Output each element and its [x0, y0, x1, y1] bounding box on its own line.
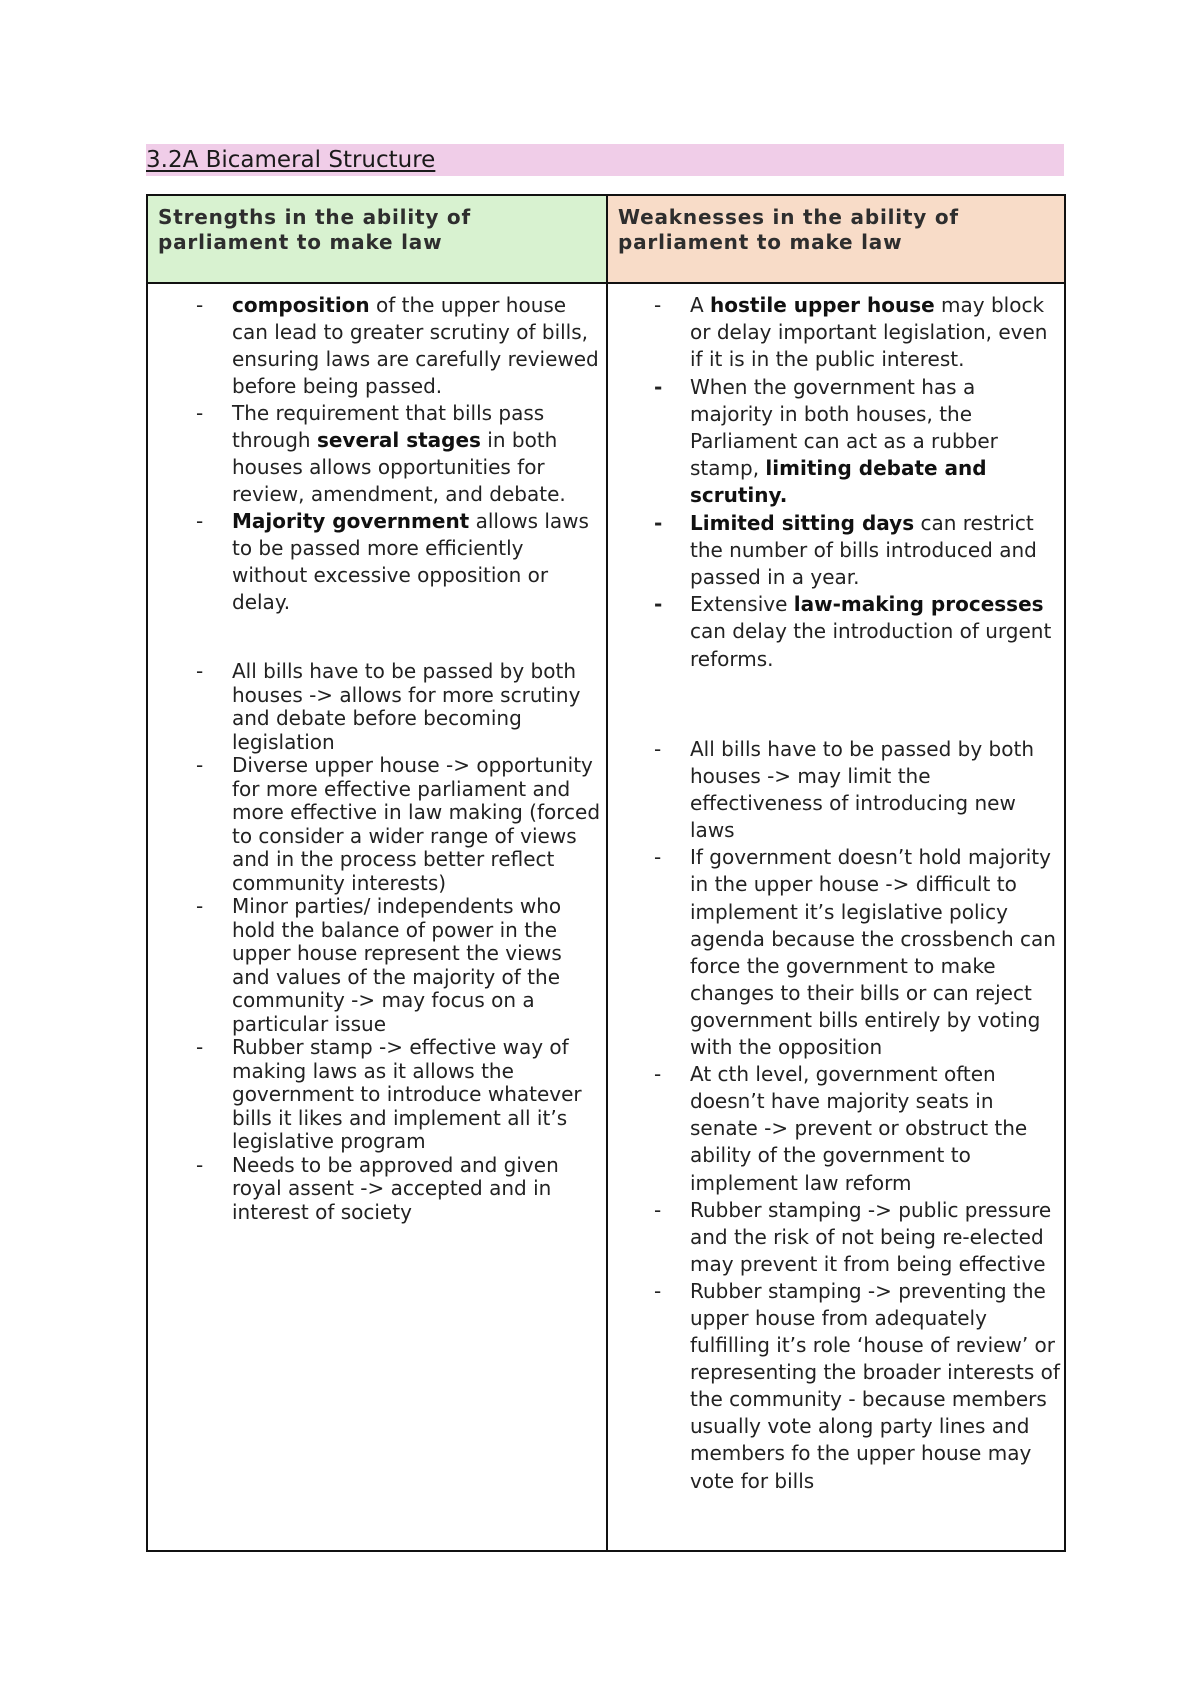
list-item: - When the government has a majority in both houses, the Parliament can act as a rubber stamp, limiting debate and scrutiny. [654, 374, 998, 508]
weaknesses-header-cell [608, 196, 1064, 282]
list-item: - Rubber stamping -> preventing the upper house from adequately fulfilling it’s role ‘house of review’ or representing the broader interests of the community - because members usually vote along party lines and members fo the upper house may vote for bills [654, 1278, 1060, 1493]
list-item: - All bills have to be passed by both houses -> allows for more scrutiny and debate before becoming legislation [196, 659, 581, 754]
list-item: - A hostile upper house may block or delay important legislation, even if it is in the public interest. [654, 293, 1048, 372]
strengths-header-cell [148, 196, 606, 282]
list-item: - All bills have to be passed by both houses -> may limit the effectiveness of introducing new laws [654, 737, 1035, 843]
weaknesses-list-primary [654, 292, 1062, 673]
list-item: - Minor parties/ independents who hold the balance of power in the upper house represent the views and values of the majority of the community -> may focus on a particular issue [196, 894, 562, 1036]
list-item: - Extensive law-making processes can delay the introduction of urgent reforms. [654, 592, 1052, 671]
strengths-header: Strengths in the ability of parliament to make law [158, 205, 471, 254]
page-title: 3.2A Bicameral Structure [146, 147, 436, 173]
list-item: - Rubber stamping -> public pressure and the risk of not being re-elected may prevent it from being effective [654, 1197, 1052, 1276]
list-item: - composition of the upper house can lead to greater scrutiny of bills, ensuring laws are carefully reviewed before being passed. [196, 293, 599, 398]
column-divider [606, 196, 608, 1550]
list-item: - Needs to be approved and given royal assent -> accepted and in interest of society [196, 1152, 559, 1224]
list-item: - If government doesn’t hold majority in the upper house -> difficult to implement it’s legislative policy agenda because the crossbench can force the government to make changes to their bills or can reject government bills entirely by voting with the opposition [654, 845, 1056, 1060]
header-divider [148, 282, 1064, 284]
list-item: - At cth level, government often doesn’t have majority seats in senate -> prevent or obstruct the ability of the government to implement law reform [654, 1062, 1028, 1195]
weaknesses-header: Weaknesses in the ability of parliament to make law [618, 205, 959, 254]
comparison-table [146, 194, 1066, 1552]
weaknesses-list-secondary [654, 736, 1062, 1495]
list-item: - Rubber stamp -> effective way of making laws as it allows the government to introduce whatever bills it likes and implement all it’s legislative program [196, 1035, 582, 1153]
list-item: - The requirement that bills pass through several stages in both houses allows opportunities for review, amendment, and debate. [196, 401, 566, 506]
list-item: - Limited sitting days can restrict the number of bills introduced and passed in a year. [654, 510, 1037, 590]
strengths-list-secondary [196, 659, 604, 1224]
list-item: - Diverse upper house -> opportunity for more effective parliament and more effective in law making (forced to consider a wider range of views and in the process better reflect community interests) [196, 753, 601, 895]
strengths-list-primary [196, 292, 604, 616]
list-item: - Majority government allows laws to be passed more efficiently without excessive opposition or delay. [196, 509, 589, 614]
